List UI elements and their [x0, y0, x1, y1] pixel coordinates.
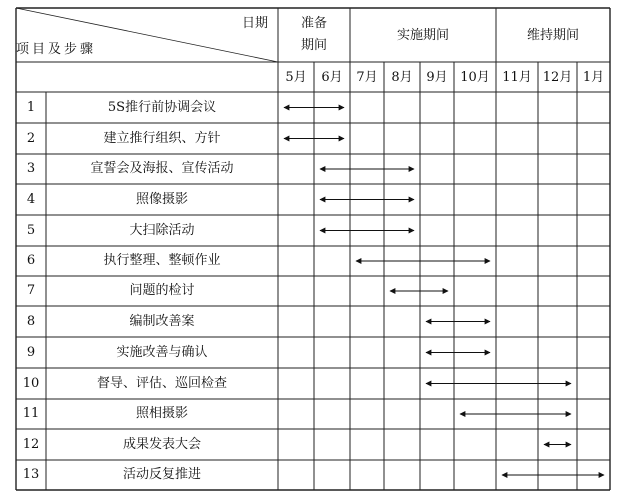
date-header: 日期	[242, 16, 269, 31]
month-label: 8月	[391, 70, 413, 85]
task-label: 大扫除活动	[129, 222, 195, 238]
row-number: 6	[26, 253, 36, 268]
month-label: 9月	[426, 70, 448, 85]
month-label: 12月	[542, 70, 573, 85]
task-label: 宣誓会及海报、宣传活动	[90, 161, 234, 176]
row-number: 13	[22, 467, 40, 482]
phase-prep-line2: 期间	[300, 38, 327, 53]
task-label: 成果发表大会	[122, 436, 201, 452]
row-number: 4	[26, 191, 36, 207]
row-number: 2	[26, 130, 36, 146]
row-number: 12	[22, 436, 40, 452]
row-number: 9	[26, 344, 36, 360]
row-number: 8	[26, 313, 36, 329]
month-label: 1月	[582, 70, 605, 85]
task-label: 问题的检讨	[129, 283, 195, 298]
task-label: 活动反复推进	[122, 467, 201, 482]
month-label: 6月	[321, 70, 343, 85]
task-label: 建立推行组织、方针	[103, 130, 221, 146]
month-label: 7月	[356, 70, 378, 85]
item-header: 项目及步骤	[16, 42, 97, 57]
month-label: 5月	[285, 70, 307, 85]
phase-maint-header: 维持期间	[526, 28, 579, 43]
task-label: 执行整理、整顿作业	[103, 253, 221, 268]
row-number: 1	[26, 99, 36, 115]
row-number: 10	[22, 375, 40, 391]
row-number: 3	[26, 161, 36, 176]
task-label: 编制改善案	[129, 313, 195, 329]
task-label: 督导、评估、巡回检查	[96, 375, 227, 391]
phase-impl-header: 实施期间	[396, 28, 449, 43]
task-label: 照像摄影	[135, 191, 188, 207]
row-number: 5	[26, 222, 36, 238]
timeline-bars	[284, 108, 604, 476]
task-label: 实施改善与确认	[116, 344, 208, 360]
phase-prep-line1: 准备	[300, 16, 327, 31]
row-number: 7	[26, 283, 36, 298]
row-number: 11	[22, 406, 40, 421]
month-label: 10月	[460, 70, 490, 85]
task-label: 5S推行前协调会议	[107, 99, 217, 115]
task-label: 照相摄影	[135, 406, 188, 421]
month-label: 11月	[502, 70, 532, 85]
